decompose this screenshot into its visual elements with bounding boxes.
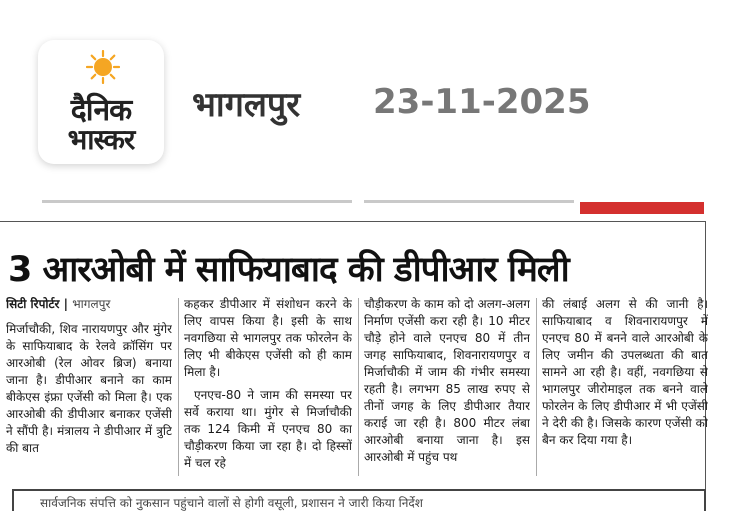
article-column-4 <box>542 296 708 476</box>
edition-date: 23-11-2025 <box>373 82 591 122</box>
column-divider <box>536 298 537 476</box>
cropped-article-edge-middle <box>364 200 574 203</box>
byline: सिटी रिपोर्टर | भागलपुर <box>6 297 111 311</box>
column-divider <box>178 298 179 476</box>
next-article-headline-partial: सार्वजनिक संपत्ति को नुकसान पहुंचाने वालों से होगी वसूली, प्रशासन ने जारी किया निर्देश <box>40 496 423 510</box>
byline-location: भागलपुर <box>72 297 111 311</box>
article-headline: 3 आरओबी में साफियाबाद की डीपीआर मिली <box>8 250 569 290</box>
article-column-3 <box>364 296 530 476</box>
article-column-2 <box>184 296 352 476</box>
logo-text-line1: दैनिक <box>70 93 132 128</box>
red-accent-bar <box>580 202 704 214</box>
paragraph: की लंबाई अलग से की जानी है। साफियाबाद व शिवनारायणपुर में एनएच 80 में बनने वाले आरओबी के लिए जमीन की उपलब्धता की बात सामने आ रही है। वहीं, नवगछिया से भागलपुर जीरोमाइल तक बनने वाले फोरलेन के लिए डीपीआर में भी एजेंसी ने देरी की है। जिसके कारण एजेंसी को बैन कर दिया गया है। <box>542 297 708 447</box>
paragraph: एनएच-80 ने जाम की समस्या पर सर्वे कराया था। मुंगेर से मिर्जाचौकी तक 124 किमी में एनएच 80 का चौड़ीकरण किया जा रहा है। दो हिस्सों में चल रहे <box>184 388 352 470</box>
sun-icon <box>86 50 120 84</box>
column-divider <box>358 298 359 476</box>
newspaper-logo <box>38 40 164 164</box>
paragraph: चौड़ीकरण के काम को दो अलग-अलग निर्माण एजेंसी करा रही है। 10 मीटर चौड़े होने वाले एनएच 80 में तीन जगह साफियाबाद, शिवनारायणपुर व मिर्जाचौकी में जाम की गंभीर समस्या रहती है। लगभग 85 लाख रुपए से तीनों जगह के लिए डीपीआर तैयार कराई जा रही है। 800 मीटर लंबा आरओबी बनाया जाना है। इस आरओबी में पहुंच पथ <box>364 297 530 464</box>
article-column-1 <box>6 296 172 476</box>
cropped-article-edge-left <box>42 200 352 203</box>
logo-text-line2: भास्कर <box>67 123 135 156</box>
paragraph: मिर्जाचौकी, शिव नारायणपुर और मुंगेर के साफियाबाद के रेलवे क्रॉसिंग पर आरओबी (रेल ओवर ब्रिज) बनाया जाना है। डीपीआर बनाने का काम बीकेएस इंफ्रा एजेंसी को मिला है। एक आरओबी की डीपीआर बनाकर एजेंसी ने सौंपी है। मंत्रालय ने डीपीआर में त्रुटि की बात <box>6 322 172 455</box>
byline-reporter: सिटी रिपोर्टर <box>6 297 60 311</box>
paragraph: कहकर डीपीआर में संशोधन करने के लिए वापस किया है। इसी के साथ नवगछिया से भागलपुर तक फोरलेन के लिए भी बीकेएस एजेंसी को ही काम मिला है। <box>184 297 352 379</box>
edition-city: भागलपुर <box>192 85 301 125</box>
